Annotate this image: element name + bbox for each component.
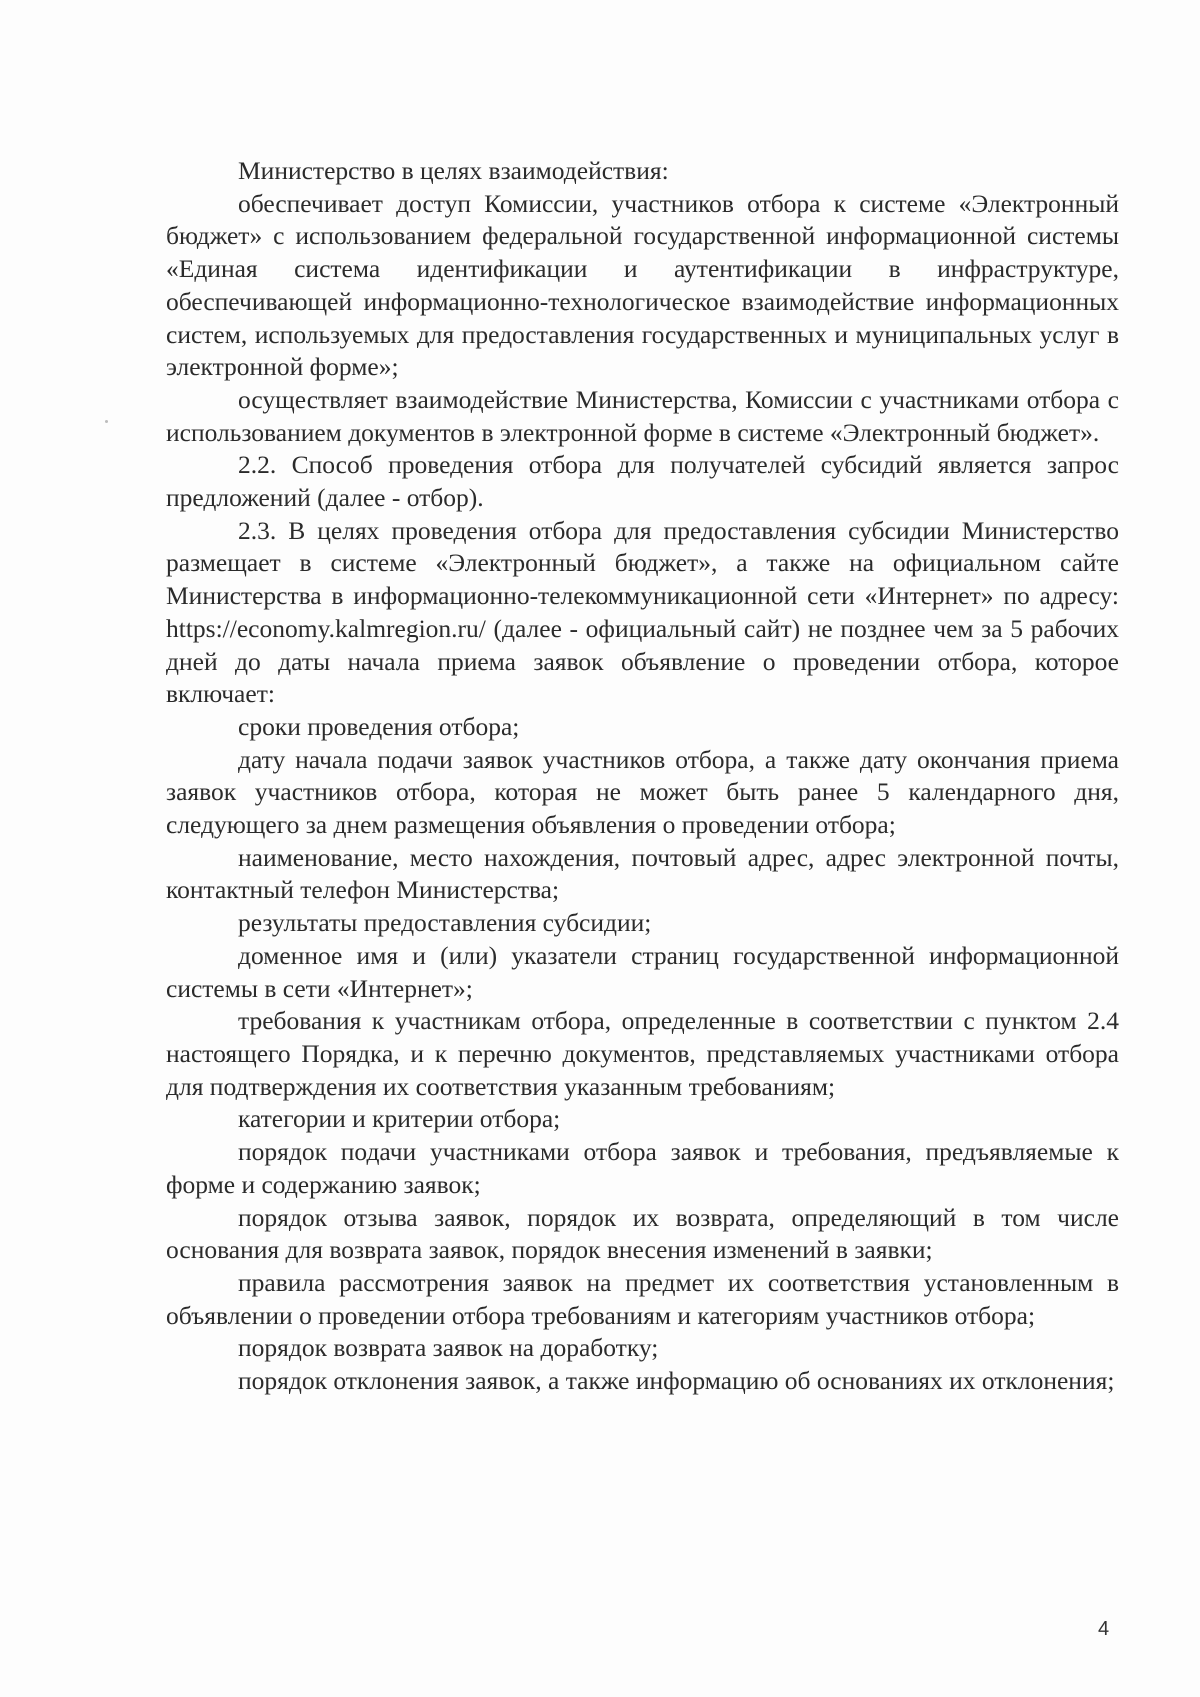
scan-speck <box>105 420 108 423</box>
paragraph-10: доменное имя и (или) указатели страниц государственной информационной системы в сети «Интернет»; <box>166 940 1119 1003</box>
paragraph-3: осуществляет взаимодействие Министерства, Комиссии с участниками отбора с использованием документов в электронной форме в системе «Электронный бюджет». <box>166 384 1119 447</box>
paragraph-15: правила рассмотрения заявок на предмет их соответствия установленным в объявлении о проведении отбора требованиям и категориям участников отбора; <box>166 1267 1119 1330</box>
paragraph-9: результаты предоставления субсидии; <box>238 908 652 938</box>
paragraph-2: обеспечивает доступ Комиссии, участников отбора к системе «Электронный бюджет» с использованием федеральной государственной информационной системы «Единая система идентификации и аутентификации в инфраструктуре, обеспечивающей информационно-технологическое взаимодействие информационных систем, используемых для предоставления государственных и муниципальных услуг в электронной форме»; <box>166 188 1119 382</box>
paragraph-6: сроки проведения отбора; <box>238 711 520 741</box>
paragraph-16: порядок возврата заявок на доработку; <box>238 1333 659 1363</box>
paragraph-11: требования к участникам отбора, определенные в соответствии с пунктом 2.4 настоящего Порядка, и к перечню документов, представляемых участниками отбора для подтверждения их соответствия указанным требованиям; <box>166 1006 1119 1101</box>
paragraph-7: дату начала подачи заявок участников отбора, а также дату окончания приема заявок участников отбора, которая не может быть ранее 5 календарного дня, следующего за днем размещения объявления о проведении отбора; <box>166 744 1119 840</box>
paragraph-12: категории и критерии отбора; <box>238 1104 561 1134</box>
paragraph-13: порядок подачи участниками отбора заявок и требования, предъявляемые к форме и содержанию заявок; <box>166 1137 1119 1199</box>
document-body <box>166 155 1119 1398</box>
page-number: 4 <box>1098 1618 1110 1640</box>
paragraph-4: 2.2. Способ проведения отбора для получателей субсидий является запрос предложений (далее - отбор). <box>166 450 1119 513</box>
paragraph-17: порядок отклонения заявок, а также информацию об основаниях их отклонения; <box>238 1366 1115 1396</box>
paragraph-1: Министерство в целях взаимодействия: <box>238 156 669 185</box>
paragraph-5: 2.3. В целях проведения отбора для предоставления субсидии Министерство размещает в системе «Электронный бюджет», а также на официальном сайте Министерства в информационно-телекоммуникационной сети «Интернет» по адресу: https://economy.kalmregion.ru/ (далее - официальный сайт) не позднее чем за 5 рабочих дней до даты начала приема заявок объявление о проведении отбора, которое включает: <box>166 515 1119 709</box>
paragraph-14: порядок отзыва заявок, порядок их возврата, определяющий в том числе основания для возврата заявок, порядок внесения изменений в заявки; <box>166 1202 1119 1265</box>
paragraph-8: наименование, место нахождения, почтовый адрес, адрес электронной почты, контактный телефон Министерства; <box>166 842 1119 905</box>
